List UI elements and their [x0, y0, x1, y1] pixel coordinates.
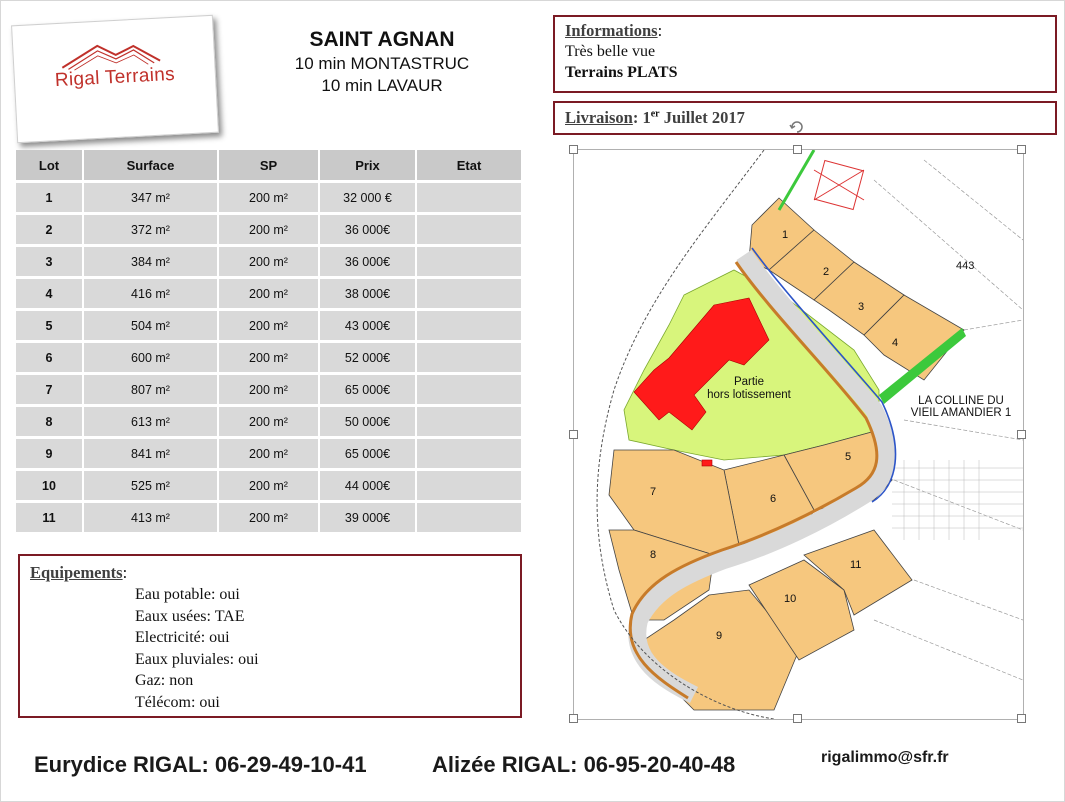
lots-table [14, 150, 523, 535]
cell-prix: 36 000€ [320, 247, 415, 279]
cell-surface: 384 m² [84, 247, 217, 279]
colline-line-2: VIEIL AMANDIER 1 [910, 407, 1012, 419]
livraison-title: Livraison [565, 108, 633, 127]
table-row [16, 407, 521, 439]
informations-box: Informations: Très belle vue Terrains PLATS [553, 15, 1057, 93]
logo-text: Rigal Terrains [54, 63, 176, 92]
green-line [779, 150, 814, 210]
table-row [16, 503, 521, 535]
cell-surface: 413 m² [84, 503, 217, 535]
cell-prix: 38 000€ [320, 279, 415, 311]
resize-handle-w[interactable] [569, 430, 578, 439]
resize-handle-n[interactable] [793, 145, 802, 154]
cell-lot: 5 [16, 311, 82, 343]
cell-etat [417, 439, 521, 471]
cell-prix: 39 000€ [320, 503, 415, 535]
cell-prix: 44 000€ [320, 471, 415, 503]
contact-email[interactable]: rigalimmo@sfr.fr [821, 749, 949, 766]
cell-sp: 200 m² [219, 375, 318, 407]
cell-sp: 200 m² [219, 183, 318, 215]
resize-handle-se[interactable] [1017, 714, 1026, 723]
neighbor-lines [874, 160, 1023, 680]
lot-label-10: 10 [784, 593, 797, 605]
resize-handle-sw[interactable] [569, 714, 578, 723]
lot-label-4: 4 [892, 337, 899, 349]
lot-label-9: 9 [716, 630, 723, 642]
cell-prix: 50 000€ [320, 407, 415, 439]
distance-line-1: 10 min MONTASTRUC [294, 54, 470, 73]
contact-alizee: Alizée RIGAL: 06-95-20-40-48 [432, 752, 736, 777]
cell-lot: 1 [16, 183, 82, 215]
cell-surface: 416 m² [84, 279, 217, 311]
cell-etat [417, 343, 521, 375]
list-item: Eaux usées: TAE [135, 607, 245, 625]
lot-label-8: 8 [650, 549, 657, 561]
equipements-title: Equipements [30, 563, 123, 582]
list-item: Electricité: oui [135, 629, 230, 646]
livraison-day: 1 [642, 108, 651, 127]
livraison-date: Juillet 2017 [663, 108, 745, 127]
cell-sp: 200 m² [219, 279, 318, 311]
info-line-1: Très belle vue [565, 43, 656, 60]
cell-surface: 372 m² [84, 215, 217, 247]
cell-surface: 504 m² [84, 311, 217, 343]
informations-title: Informations [565, 21, 658, 40]
table-row [16, 375, 521, 407]
table-row [16, 279, 521, 311]
resize-handle-ne[interactable] [1017, 145, 1026, 154]
livraison-suffix: er [650, 108, 660, 120]
cell-etat [417, 183, 521, 215]
cell-surface: 613 m² [84, 407, 217, 439]
cell-prix: 65 000€ [320, 375, 415, 407]
subdivision-plan[interactable] [573, 149, 1024, 720]
cell-etat [417, 279, 521, 311]
cell-sp: 200 m² [219, 343, 318, 375]
lot-label-6: 6 [770, 493, 777, 505]
lots-area [609, 198, 964, 710]
list-item: Eau potable: oui [135, 586, 240, 603]
col-etat: Etat [417, 150, 521, 183]
livraison-box: Livraison: 1er Juillet 2017 [553, 101, 1057, 135]
cell-lot: 3 [16, 247, 82, 279]
col-sp: SP [219, 150, 318, 183]
resize-handle-s[interactable] [793, 714, 802, 723]
cell-lot: 6 [16, 343, 82, 375]
plan-drawing [574, 150, 1023, 719]
list-item: Télécom: oui [135, 693, 220, 711]
table-row [16, 215, 521, 247]
cell-sp: 200 m² [219, 407, 318, 439]
cell-sp: 200 m² [219, 311, 318, 343]
colline-line-1: LA COLLINE DU [918, 395, 1004, 407]
cell-etat [417, 247, 521, 279]
cell-prix: 52 000€ [320, 343, 415, 375]
cell-sp: 200 m² [219, 503, 318, 535]
lot-label-7: 7 [650, 486, 657, 498]
cell-sp: 200 m² [219, 439, 318, 471]
cell-lot: 11 [16, 503, 82, 535]
rotate-handle-icon[interactable] [788, 118, 806, 136]
list-item: Eaux pluviales: oui [135, 650, 259, 668]
cell-sp: 200 m² [219, 471, 318, 503]
cell-sp: 200 m² [219, 247, 318, 279]
lot-label-2: 2 [823, 266, 830, 278]
table-row [16, 183, 521, 215]
equipements-list [135, 584, 259, 713]
cell-etat [417, 407, 521, 439]
cell-etat [417, 471, 521, 503]
company-logo [11, 15, 219, 143]
cell-prix: 36 000€ [320, 215, 415, 247]
equipements-box: Equipements: Eau potable: oui Eaux usées: TAE Electricité: oui Eaux pluviales: oui Gaz: non Télécom: oui [18, 554, 522, 718]
cell-lot: 10 [16, 471, 82, 503]
info-line-2: Terrains PLATS [565, 64, 678, 81]
table-row [16, 471, 521, 503]
partie-line-2: hors lotissement [707, 389, 791, 401]
lot-label-1: 1 [782, 229, 789, 241]
cell-lot: 9 [16, 439, 82, 471]
parcel-label: 443 [956, 260, 975, 272]
partie-line-1: Partie [733, 376, 765, 388]
cell-surface: 841 m² [84, 439, 217, 471]
col-surface: Surface [84, 150, 217, 183]
hatch-area [892, 460, 1023, 540]
cell-prix: 65 000€ [320, 439, 415, 471]
cell-lot: 7 [16, 375, 82, 407]
list-item: Gaz: non [135, 672, 194, 689]
cell-etat [417, 311, 521, 343]
resize-handle-nw[interactable] [569, 145, 578, 154]
cell-lot: 2 [16, 215, 82, 247]
colline-label [911, 395, 1012, 419]
cell-etat [417, 375, 521, 407]
distance-line-2: 10 min LAVAUR [321, 76, 443, 95]
table-row [16, 311, 521, 343]
table-row [16, 439, 521, 471]
cell-surface: 347 m² [84, 183, 217, 215]
col-lot: Lot [16, 150, 82, 183]
contact-eurydice: Eurydice RIGAL: 06-29-49-10-41 [34, 752, 367, 777]
lot-label-11: 11 [850, 559, 862, 571]
cell-lot: 8 [16, 407, 82, 439]
lot-label-5: 5 [845, 451, 852, 463]
cell-surface: 807 m² [84, 375, 217, 407]
table-row [16, 343, 521, 375]
cell-etat [417, 503, 521, 535]
cell-prix: 32 000 € [320, 183, 415, 215]
cell-etat [417, 215, 521, 247]
table-row [16, 247, 521, 279]
table-header-row [16, 150, 521, 183]
lot-label-3: 3 [858, 301, 865, 313]
cell-surface: 600 m² [84, 343, 217, 375]
town-name: SAINT AGNAN [309, 28, 455, 51]
cell-surface: 525 m² [84, 471, 217, 503]
cross-marker-icon [814, 161, 864, 210]
location-header [270, 27, 494, 97]
cell-prix: 43 000€ [320, 311, 415, 343]
cell-sp: 200 m² [219, 215, 318, 247]
resize-handle-e[interactable] [1017, 430, 1026, 439]
cell-lot: 4 [16, 279, 82, 311]
col-prix: Prix [320, 150, 415, 183]
